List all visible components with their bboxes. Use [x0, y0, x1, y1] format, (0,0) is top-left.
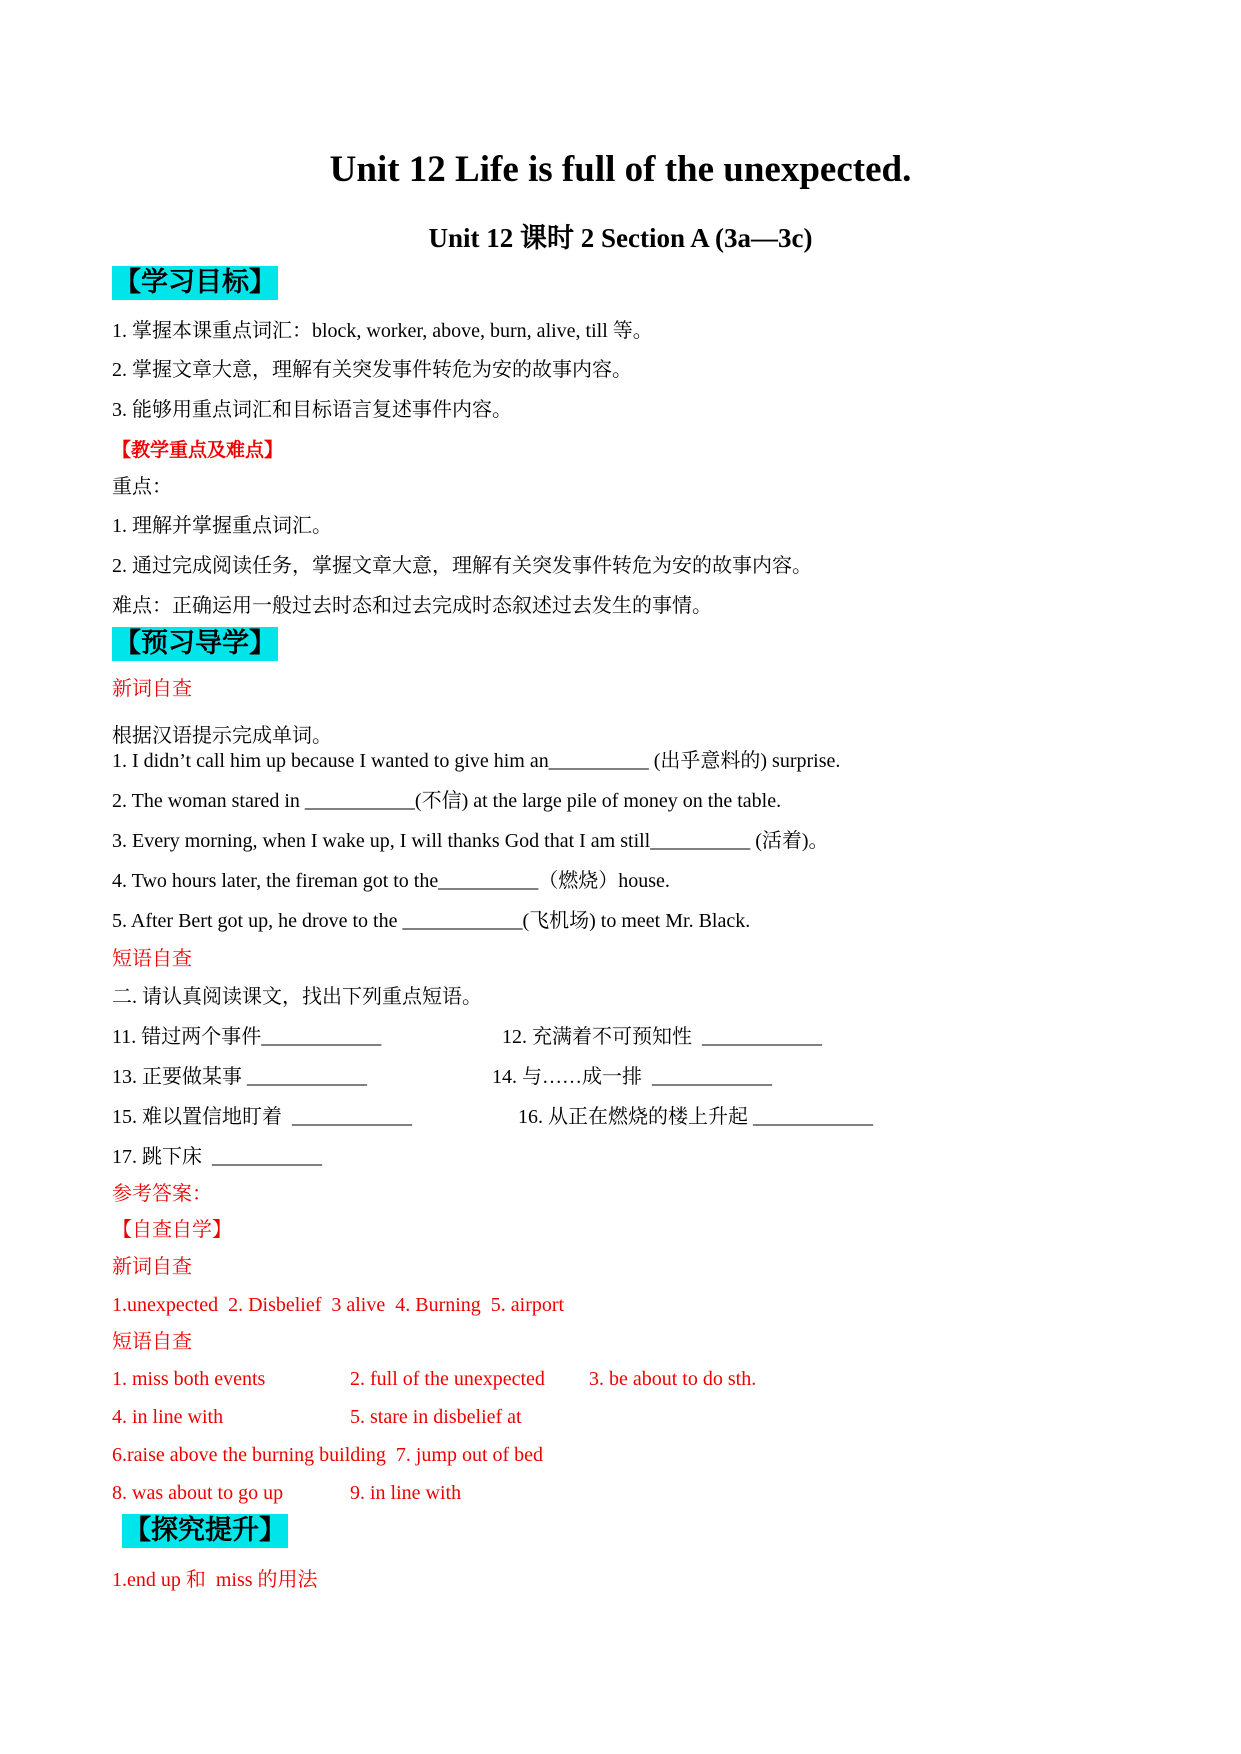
vocab-item: 2. The woman stared in ___________(不信) at the large pile of money on the table.: [112, 790, 782, 812]
phrase-item: 14. 与……成一排 ____________: [492, 1066, 772, 1088]
explore-item: 1.end up 和 miss 的用法: [112, 1569, 318, 1591]
phrase-item: 13. 正要做某事 ____________: [112, 1066, 367, 1088]
phrase-item: 11. 错过两个事件____________: [112, 1026, 382, 1048]
self-study-label: 【自查自学】: [112, 1219, 232, 1241]
phrase-label: 短语自查: [112, 948, 192, 970]
answer-cell: 9. in line with: [350, 1482, 462, 1504]
vocab-item: 1. I didn’t call him up because I wanted to give him an__________ (出乎意料的) surprise.: [112, 750, 841, 772]
answers-phrase-label: 短语自查: [112, 1331, 192, 1353]
section-heading-preview: 【预习导学】: [114, 628, 276, 659]
vocab-item: 4. Two hours later, the fireman got to the__________（燃烧）house.: [112, 870, 670, 892]
answer-cell: 8. was about to go up: [112, 1482, 284, 1504]
page-subtitle: Unit 12 课时 2 Section A (3a—3c): [428, 223, 813, 253]
difficulty-line: 难点：正确运用一般过去时态和过去完成时态叙述过去发生的事情。: [112, 595, 712, 617]
answer-cell: 2. full of the unexpected: [350, 1368, 545, 1390]
answer-cell: 4. in line with: [112, 1406, 224, 1428]
answers-vocab-label: 新词自查: [112, 1256, 192, 1278]
phrase-instruction: 二. 请认真阅读课文，找出下列重点短语。: [112, 986, 482, 1008]
focus-item: 1. 理解并掌握重点词汇。: [112, 515, 332, 537]
vocab-instruction: 根据汉语提示完成单词。: [112, 725, 332, 747]
focus-item: 2. 通过完成阅读任务，掌握文章大意，理解有关突发事件转危为安的故事内容。: [112, 555, 812, 577]
page-title: Unit 12 Life is full of the unexpected.: [329, 149, 912, 190]
phrase-item: 15. 难以置信地盯着 ____________: [112, 1106, 412, 1128]
goal-item: 2. 掌握文章大意，理解有关突发事件转危为安的故事内容。: [112, 359, 632, 381]
phrase-item: 16. 从正在燃烧的楼上升起 ____________: [518, 1106, 873, 1128]
answers-vocab: 1.unexpected 2. Disbelief 3 alive 4. Burning 5. airport: [112, 1294, 565, 1316]
answers-label: 参考答案：: [112, 1183, 212, 1205]
keypoints-heading: 【教学重点及难点】: [112, 439, 284, 461]
answer-cell: 3. be about to do sth.: [589, 1368, 757, 1390]
focus-label: 重点：: [112, 476, 172, 498]
vocab-item: 5. After Bert got up, he drove to the ____________(飞机场) to meet Mr. Black.: [112, 910, 751, 932]
goal-item: 3. 能够用重点词汇和目标语言复述事件内容。: [112, 399, 512, 421]
answer-cell: 5. stare in disbelief at: [350, 1406, 522, 1428]
phrase-item: 17. 跳下床 ___________: [112, 1146, 322, 1168]
vocab-item: 3. Every morning, when I wake up, I will thanks God that I am still__________ (活着)。: [112, 830, 829, 852]
answer-cell: 1. miss both events: [112, 1368, 266, 1390]
vocab-label: 新词自查: [112, 678, 192, 700]
goal-item: 1. 掌握本课重点词汇：block, worker, above, burn, alive, till 等。: [112, 320, 653, 342]
phrase-item: 12. 充满着不可预知性 ____________: [502, 1026, 822, 1048]
section-heading-goals: 【学习目标】: [114, 267, 276, 298]
answer-cell: 6.raise above the burning building 7. jump out of bed: [112, 1444, 544, 1466]
section-heading-explore: 【探究提升】: [124, 1515, 286, 1546]
